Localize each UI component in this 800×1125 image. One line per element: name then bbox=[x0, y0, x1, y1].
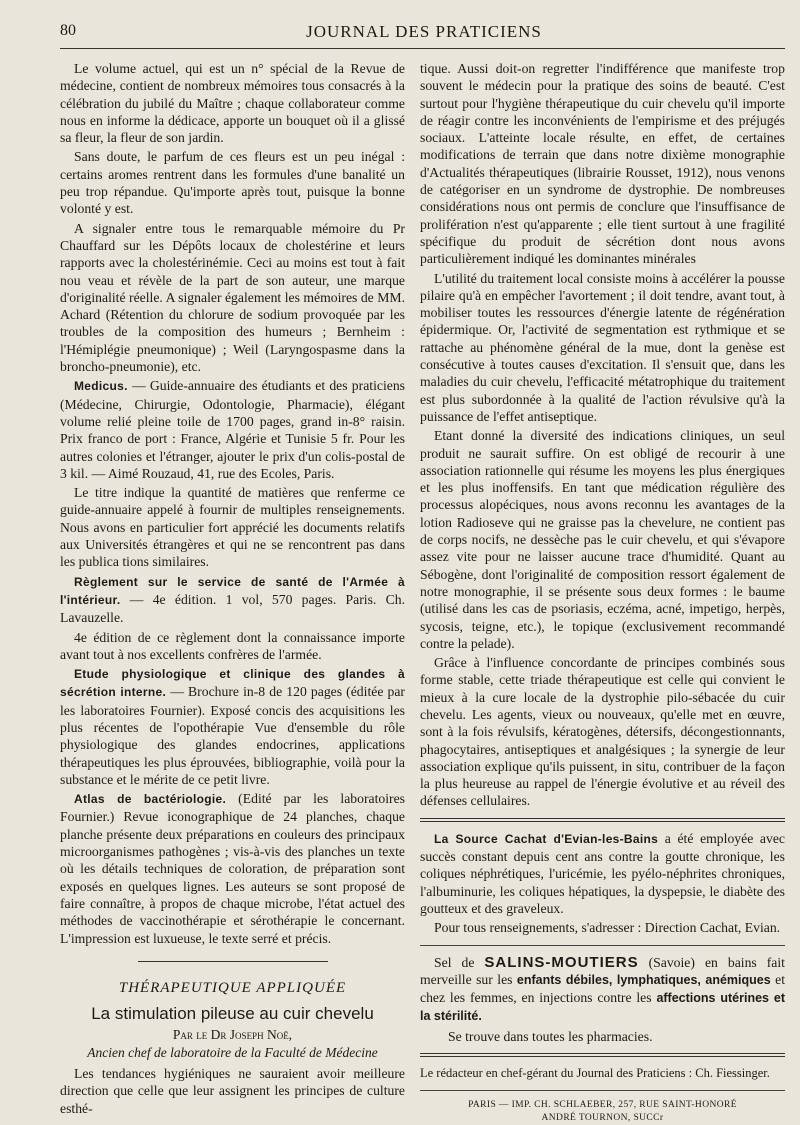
ad-close: Se trouve dans toutes les pharmacies. bbox=[448, 1028, 653, 1044]
header-rule bbox=[60, 48, 785, 49]
ad-highlight: enfants débiles, lymphatiques, anémiques bbox=[516, 972, 771, 987]
article-byline: Par le Dr Joseph Noë, bbox=[172, 1027, 293, 1043]
ad-highlight: affections utérines et la stérilité. bbox=[420, 991, 785, 1024]
advertisement-salins bbox=[420, 954, 785, 1045]
review-title: Medicus. bbox=[74, 379, 128, 394]
section-divider bbox=[138, 961, 328, 962]
ad-contact: Pour tous renseignements, s'adresser : Direction Cachat, Evian. bbox=[434, 920, 781, 936]
ad-divider bbox=[420, 818, 785, 822]
review-atlas bbox=[60, 790, 405, 947]
paragraph: Sans doute, le parfum de ces fleurs est un peu inégal : certains aromes rentrent dans les formules d'une banalité un peu trop répandue. Qu'importe après tout, puisque la bonne volonté y est. bbox=[60, 149, 405, 217]
journal-title: JOURNAL DES PRATICIENS bbox=[306, 22, 542, 41]
ad-text: (Savoie) en bains fait merveille sur les bbox=[420, 954, 785, 987]
paragraph: A signaler entre tous le remarquable mémoire du Pr Chauffard sur les Dépôts locaux de cholestérine et leurs rapports avec la cholestérinémie. Ceci au moins est tout à fait nou veau et révèle de la part de son auteur, une marque d'originalité réelle. A signaler également les mémoires de MM. Achard (Rétention du chlorure de sodium provoquée par les troubles de la composition des humeurs ; Bernheim : l'Hémiplégie pneumonique) ; Weil (Laryngospasme dans la broncho-pneumonie), etc. bbox=[60, 220, 405, 375]
footer-divider bbox=[420, 1090, 785, 1091]
ad-divider bbox=[420, 945, 785, 946]
imprint-line: PARIS — IMP. CH. SCHLAEBER, 257, RUE SAINT-HONORÉ bbox=[468, 1100, 737, 1111]
review-reglement bbox=[60, 573, 405, 627]
imprint-line: ANDRÉ TOURNON, SUCCr bbox=[541, 1113, 664, 1124]
paragraph: tique. Aussi doit-on regretter l'indifférence que manifeste trop souvent le médecin pour la pratique des soins de beauté. C'est surtout pour l'hygiène thérapeutique du cuir chevelu qu'il importe de réagir contre les inconvénients de l'empirisme et des préjugés sociaux. L'atteinte locale résulte, en effet, de certaines modifications de terrain que dans notre dixième monographie d'Actualités thérapeutiques (librairie Rousset, 1912), nous venons de catégoriser en un syndrome de dystrophie. De nombreuses considérations nous ont permis de conclure que l'insuffisance de prolifération n'est qu'apparente ; elle tient surtout à une fragilité spécifique du produit de sécrétion dont nous avons particulièrement indiqué les dominantes minérales bbox=[420, 61, 785, 267]
paragraph: Les tendances hygiéniques ne sauraient avoir meilleure direction que celle que leur assignent les principes de culture esthé- bbox=[60, 1066, 405, 1116]
review-text: (Edité par les laboratoires Fournier.) Revue iconographique de 24 planches, chaque planche présente deux préparations en couleurs des principaux microorganismes pathogènes ; vis-à-vis des planches un texte où les détails techniques de coloration, de préparation sont exposés en quelques lignes. Les auteurs se sont proposé de faire connaître, à propos de chaque microbe, l'état actuel des méthodes de vaccinothérapie et sérothérapie le concernant. L'impression est luxueuse, le texte serré et précis. bbox=[60, 791, 406, 946]
page-header bbox=[60, 22, 788, 44]
advertisement-cachat bbox=[420, 830, 785, 937]
paragraph: L'utilité du traitement local consiste moins à accélérer la pousse pilaire qu'à en empêcher l'avortement ; il doit tendre, avant tout, à mobiliser toutes les ressources d'énergie latente de régénération épidermique. Or, l'activité de segmentation est rythmique et se rattache au phénomène général de la mue, dont la genèse est consécutive à toutes causes d'excitation. Il s'ensuit que, dans les maladies du cuir chevelu, l'efficacité métatrophique du traitement est plus subordonnée à la qualité de l'action révulsive qu'à la puissance de l'effet antiseptique. bbox=[420, 270, 785, 424]
paragraph: Grâce à l'influence concordante de principes combinés sous forme stable, cette triade thérapeutique est celle qui convient le mieux à la cure locale de la dystrophie pilo-sébacée du cuir chevelu. Les agents, vieux ou nouveaux, qu'elle met en œuvre, sont à la fois révulsifs, kératogènes, détersifs, décongestionnants, phagocytaires, antiseptiques et analgésiques ; la synergie de leur association explique qu'ils puissent, in situ, contribuer de la façon la plus heureuse au rappel de l'énergie évolutive et au réveil des défenses cellulaires. bbox=[420, 655, 785, 809]
paragraph: 4e édition de ce règlement dont la connaissance importe avant tout à nos excellents confrères de l'armée. bbox=[60, 629, 405, 662]
review-text: — 4e édition. 1 vol, 570 pages. Paris. Ch. Lavauzelle. bbox=[60, 591, 405, 626]
review-medicus bbox=[60, 377, 405, 482]
review-title: Atlas de bactériologie. bbox=[74, 792, 227, 807]
review-title: Règlement sur le service de santé de l'Armée à l'intérieur. bbox=[60, 574, 405, 607]
section-title: THÉRAPEUTIQUE APPLIQUÉE bbox=[118, 979, 347, 996]
ad-text: et chez les femmes, en injections contre les bbox=[420, 971, 785, 1006]
ad-title: La Source Cachat d'Evian-les-Bains bbox=[434, 831, 659, 846]
paragraph: Etant donné la diversité des indications cliniques, un seul produit ne saurait suffire. On est obligé de recourir à une association rationnelle qui résume les moyens les plus énergiques et les plus inoffensifs. En tant que médication régulière des processus alopéciques, nous avons reconnu les avantages de la lotion Radioseve qui ne graisse pas la chevelure, ne contient pas de corps nocifs, ne dessèche pas le cuir chevelu, et qui s'évapore assez vite pour ne laisser aucune trace d'humidité. Quant au Sébogène, dont l'originalité de composition ressort également de notre monographie, il se présente sous deux formes : le baume (utilisé dans les cas de psoriasis, eczéma, acné, impetigo, herpès, sycosis, teigne, etc.), le topique (exclusivement recommandé contre la pelade). bbox=[420, 428, 785, 651]
editor-line: Le rédacteur en chef-gérant du Journal des Praticiens : Ch. Fiessinger. bbox=[420, 1066, 770, 1081]
ad-text: a été employée avec succès constant depuis cent ans contre la goutte chronique, les coliques néphrétiques, l'uricémie, les pyélo-néphrites chroniques, l'albuminurie, les coliques hépatiques, la dyspepsie, le diabète des goutteux et des graveleux. bbox=[420, 830, 786, 916]
footer-divider bbox=[420, 1053, 785, 1057]
article-title: La stimulation pileuse au cuir chevelu bbox=[91, 1004, 374, 1024]
review-text: — Brochure in-8 de 120 pages (éditée par les laboratoires Fournier). Exposé concis des acquisitions les plus récentes de l'opothérapie Vue d'ensemble du rôle physiologique des glandes endocrines, applications thérapeutiques les plus éprouvées, bibliographie, voilà pour la substance et le mérite de ce petit livre. bbox=[60, 684, 405, 787]
right-column bbox=[420, 60, 785, 1125]
review-etude bbox=[60, 665, 405, 788]
left-column bbox=[60, 60, 405, 1117]
paragraph: Le titre indique la quantité de matières que renferme ce guide-annuaire appelé à fournir de multiples renseignements. Nous avons en particulier fort apprécié les documents relatifs aux Universités étrangères et qui ne se rencontrent pas dans les publica tions similaires. bbox=[60, 485, 405, 570]
ad-body bbox=[420, 954, 785, 1026]
printer-imprint bbox=[420, 1099, 785, 1125]
paragraph: Le volume actuel, qui est un n° spécial de la Revue de médecine, contient de nombreux mémoires tous consacrés à la célébration du jubilé du Maître ; chaque collaborateur comme nous en informe la dédicace, apporte un bouquet où il a glissé sa fleur, la fleur de son jardin. bbox=[60, 61, 405, 146]
ad-text: Sel de bbox=[434, 954, 485, 970]
review-text: — Guide-annuaire des étudiants et des praticiens (Médecine, Chirurgie, Odontologie, Pharmacie), élégant volume relié pleine toile de 1700 pages, grand in-8° raisin. Prix franco de port : France, Algérie et Tunisie 5 fr. Pour les autres colonies et l'étranger, ajouter le prix d'un colis-postal de 3 kil. — Aimé Rouzaud, 41, rue des Ecoles, Paris. bbox=[60, 378, 405, 481]
article-affiliation: Ancien chef de laboratoire de la Faculté de Médecine bbox=[87, 1044, 378, 1060]
page-number: 80 bbox=[60, 22, 76, 39]
review-title: Etude physiologique et clinique des glandes à sécrétion interne. bbox=[60, 667, 405, 700]
ad-body bbox=[420, 830, 785, 917]
ad-brand: SALINS-MOUTIERS bbox=[484, 953, 639, 971]
